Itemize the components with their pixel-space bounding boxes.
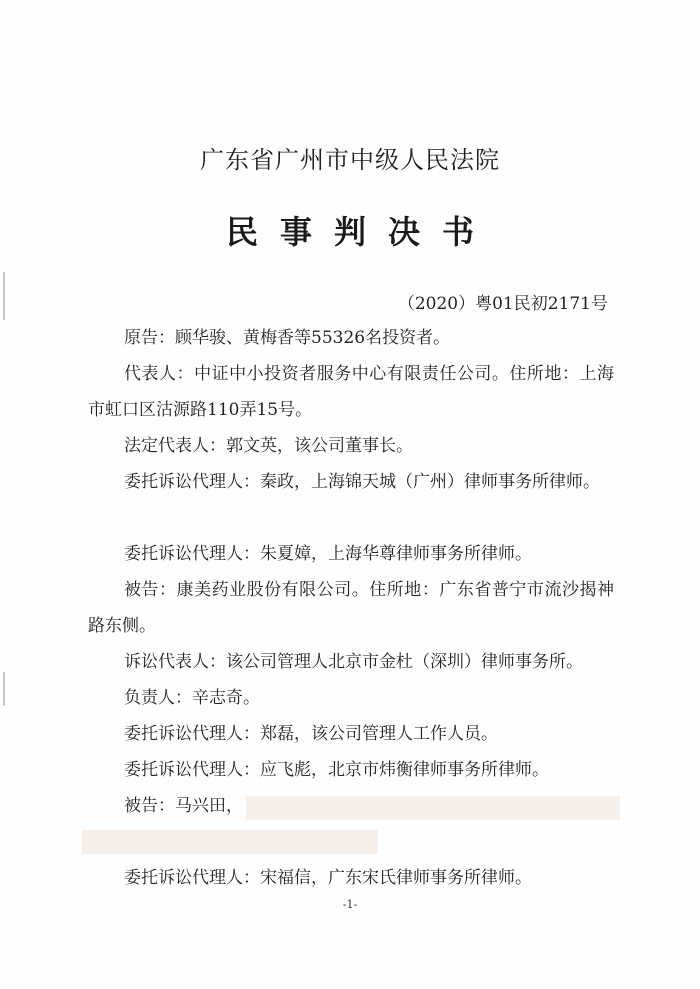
litigation-rep-line: 诉讼代表人：该公司管理人北京市金杜（深圳）律师事务所。 <box>124 652 583 672</box>
defendant-agent-line: 委托诉讼代理人：郑磊，该公司管理人工作人员。 <box>124 724 498 744</box>
redaction-block <box>82 830 378 854</box>
defendant-agent-line: 委托诉讼代理人：应飞彪，北京市炜衡律师事务所律师。 <box>124 760 549 780</box>
plaintiff-line: 原告：顾华骏、黄梅香等55326名投资者。 <box>124 328 451 348</box>
defendant-person-line: 被告：马兴田， <box>124 796 243 816</box>
plaintiff-agent-line: 委托诉讼代理人：秦政，上海锦天城（广州）律师事务所律师。 <box>124 472 600 492</box>
responsible-person-line: 负责人：辛志奇。 <box>124 688 260 708</box>
plaintiff-agent-line: 委托诉讼代理人：朱夏嫜，上海华尊律师事务所律师。 <box>124 544 532 564</box>
document-title: 民事判决书 <box>225 213 496 251</box>
scan-edge-mark <box>3 272 5 320</box>
representative-line: 代表人：中证中小投资者服务中心有限责任公司。住所地：上海市虹口区沽源路110弄15号。 <box>88 364 614 420</box>
scan-edge-mark <box>3 672 5 706</box>
redaction-block <box>246 796 620 820</box>
defendant-agent-line: 委托诉讼代理人：宋福信，广东宋氏律师事务所律师。 <box>124 868 532 888</box>
page-number: -1- <box>342 898 358 911</box>
legal-rep-line: 法定代表人：郭文英，该公司董事长。 <box>124 436 413 456</box>
defendant-line: 被告：康美药业股份有限公司。住所地：广东省普宁市流沙揭神路东侧。 <box>88 580 614 636</box>
court-name: 广东省广州市中级人民法院 <box>200 146 500 174</box>
case-number: （2020）粤01民初2171号 <box>397 294 608 314</box>
